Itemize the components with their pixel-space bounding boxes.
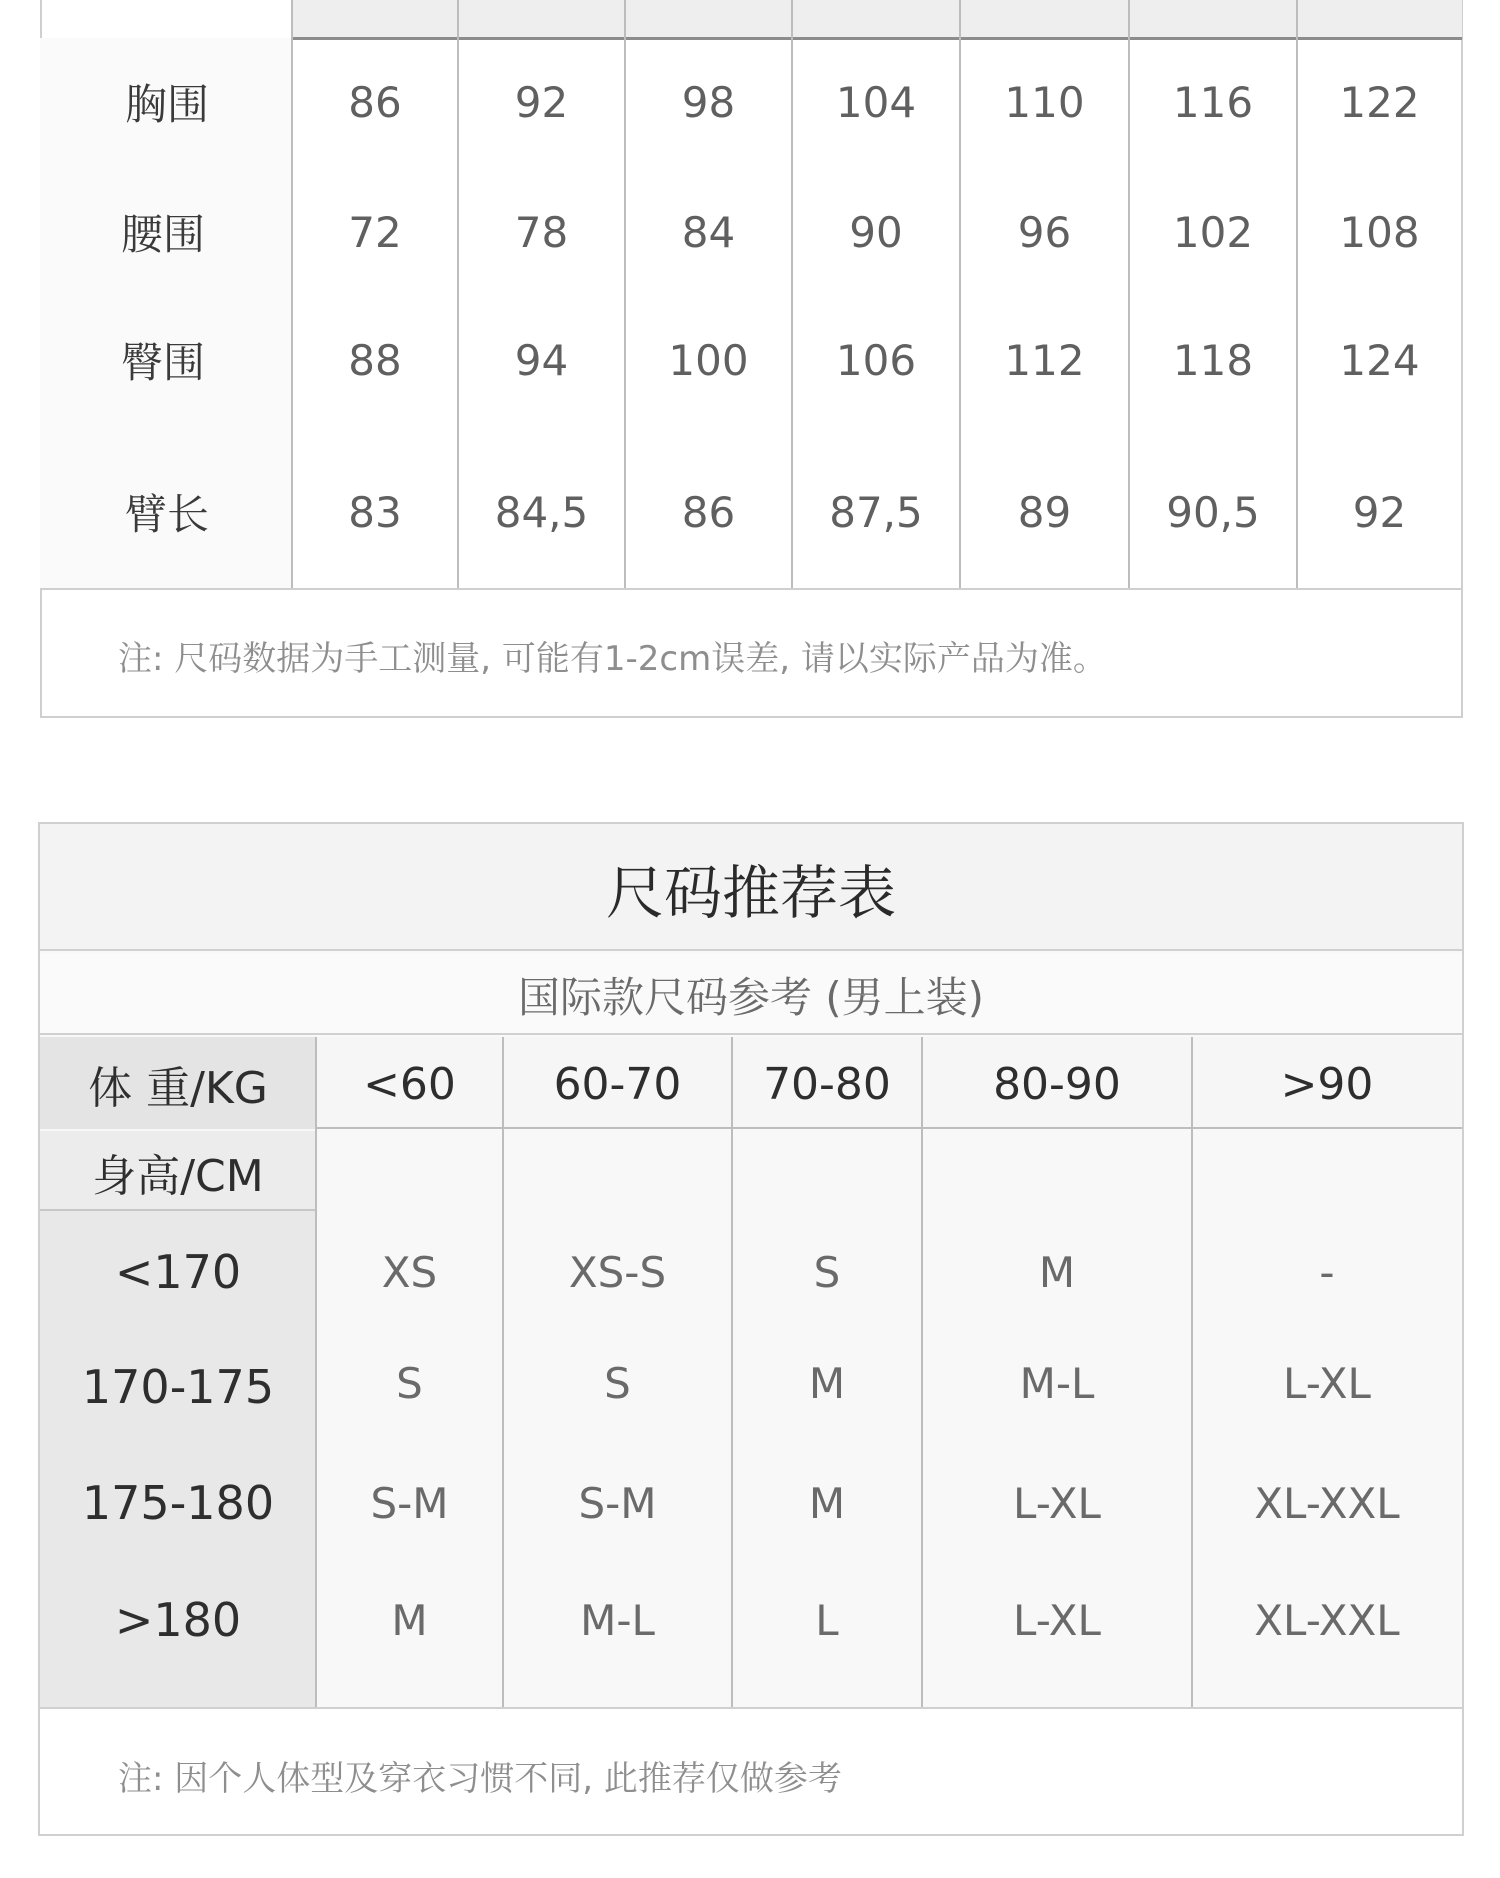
row-label-waist: 腰围 bbox=[120, 210, 205, 259]
size-cell: L bbox=[815, 1595, 839, 1645]
size-cell: - bbox=[1319, 1247, 1335, 1297]
note-divider bbox=[40, 588, 1462, 590]
weight-range: 80-90 bbox=[993, 1058, 1121, 1110]
table-cell: 87,5 bbox=[829, 487, 923, 537]
recommendation-subtitle: 国际款尺码参考 (男上装) bbox=[517, 973, 985, 1022]
table-cell: 100 bbox=[668, 335, 749, 385]
table-cell: 84,5 bbox=[494, 487, 589, 537]
table-cell: 106 bbox=[835, 335, 917, 385]
table-cell: 108 bbox=[1339, 207, 1420, 257]
weight-range: 60-70 bbox=[553, 1058, 682, 1110]
size-cell: L-XL bbox=[1013, 1478, 1101, 1528]
table-cell: 72 bbox=[348, 207, 402, 257]
recommendation-note: 注: 因个人体型及穿衣习惯不同, 此推荐仅做参考 bbox=[118, 1758, 842, 1799]
height-range: >180 bbox=[114, 1593, 242, 1647]
height-label: 身高/CM bbox=[92, 1151, 264, 1202]
height-range: 170-175 bbox=[81, 1360, 275, 1414]
table-cell: 92 bbox=[1352, 487, 1407, 537]
size-cell: M bbox=[391, 1595, 428, 1645]
size-cell: S-M bbox=[578, 1478, 657, 1528]
size-cell: XL-XXL bbox=[1254, 1595, 1400, 1645]
measurement-note: 注: 尺码数据为手工测量, 可能有1-2cm误差, 请以实际产品为准。 bbox=[118, 638, 1107, 679]
size-cell: S bbox=[813, 1247, 841, 1297]
size-cell: M bbox=[1038, 1247, 1076, 1297]
height-range: 175-180 bbox=[81, 1476, 275, 1530]
size-cell: L-XL bbox=[1013, 1595, 1101, 1645]
table-cell: 112 bbox=[1004, 335, 1085, 385]
table-cell: 83 bbox=[348, 487, 402, 537]
table-cell: 94 bbox=[514, 335, 569, 385]
weight-range: <60 bbox=[363, 1058, 456, 1110]
table-cell: 89 bbox=[1017, 487, 1072, 537]
table-cell: 122 bbox=[1339, 77, 1420, 127]
table-cell: 88 bbox=[348, 335, 402, 385]
size-cell: XL-XXL bbox=[1254, 1478, 1400, 1528]
table-cell: 118 bbox=[1172, 335, 1254, 385]
table-cell: 124 bbox=[1339, 335, 1420, 385]
size-cell: M bbox=[808, 1478, 846, 1528]
weight-label: 体 重/KG bbox=[88, 1063, 268, 1114]
size-cell: S bbox=[396, 1358, 423, 1408]
table-cell: 90 bbox=[849, 207, 903, 257]
row-label-hip: 臀围 bbox=[120, 338, 205, 387]
size-cell: S bbox=[604, 1358, 631, 1408]
row-label-arm-length: 臂长 bbox=[124, 490, 209, 539]
weight-range: >90 bbox=[1280, 1058, 1374, 1110]
table-cell: 86 bbox=[348, 77, 402, 127]
table-cell: 86 bbox=[681, 487, 736, 537]
row-label-chest: 胸围 bbox=[124, 80, 209, 129]
size-cell: M-L bbox=[1019, 1358, 1095, 1408]
table-cell: 98 bbox=[681, 77, 736, 127]
measurement-header-strip bbox=[292, 0, 1462, 40]
table-cell: 96 bbox=[1017, 207, 1072, 257]
table-cell: 110 bbox=[1004, 77, 1085, 127]
table-cell: 102 bbox=[1172, 207, 1254, 257]
table-cell: 104 bbox=[835, 77, 917, 127]
size-cell: XS bbox=[381, 1247, 438, 1297]
table-cell: 84 bbox=[681, 207, 736, 257]
table-cell: 92 bbox=[514, 77, 569, 127]
table-cell: 116 bbox=[1172, 77, 1254, 127]
weight-range: 70-80 bbox=[763, 1058, 891, 1110]
size-cell: S-M bbox=[370, 1478, 449, 1528]
table-cell: 90,5 bbox=[1166, 487, 1260, 537]
size-cell: L-XL bbox=[1283, 1358, 1371, 1408]
height-range: <170 bbox=[114, 1245, 242, 1299]
size-cell: M-L bbox=[580, 1595, 655, 1645]
size-cell: XS-S bbox=[568, 1247, 667, 1297]
size-cell: M bbox=[808, 1358, 846, 1408]
recommendation-title: 尺码推荐表 bbox=[605, 859, 896, 927]
table-cell: 78 bbox=[514, 207, 569, 257]
